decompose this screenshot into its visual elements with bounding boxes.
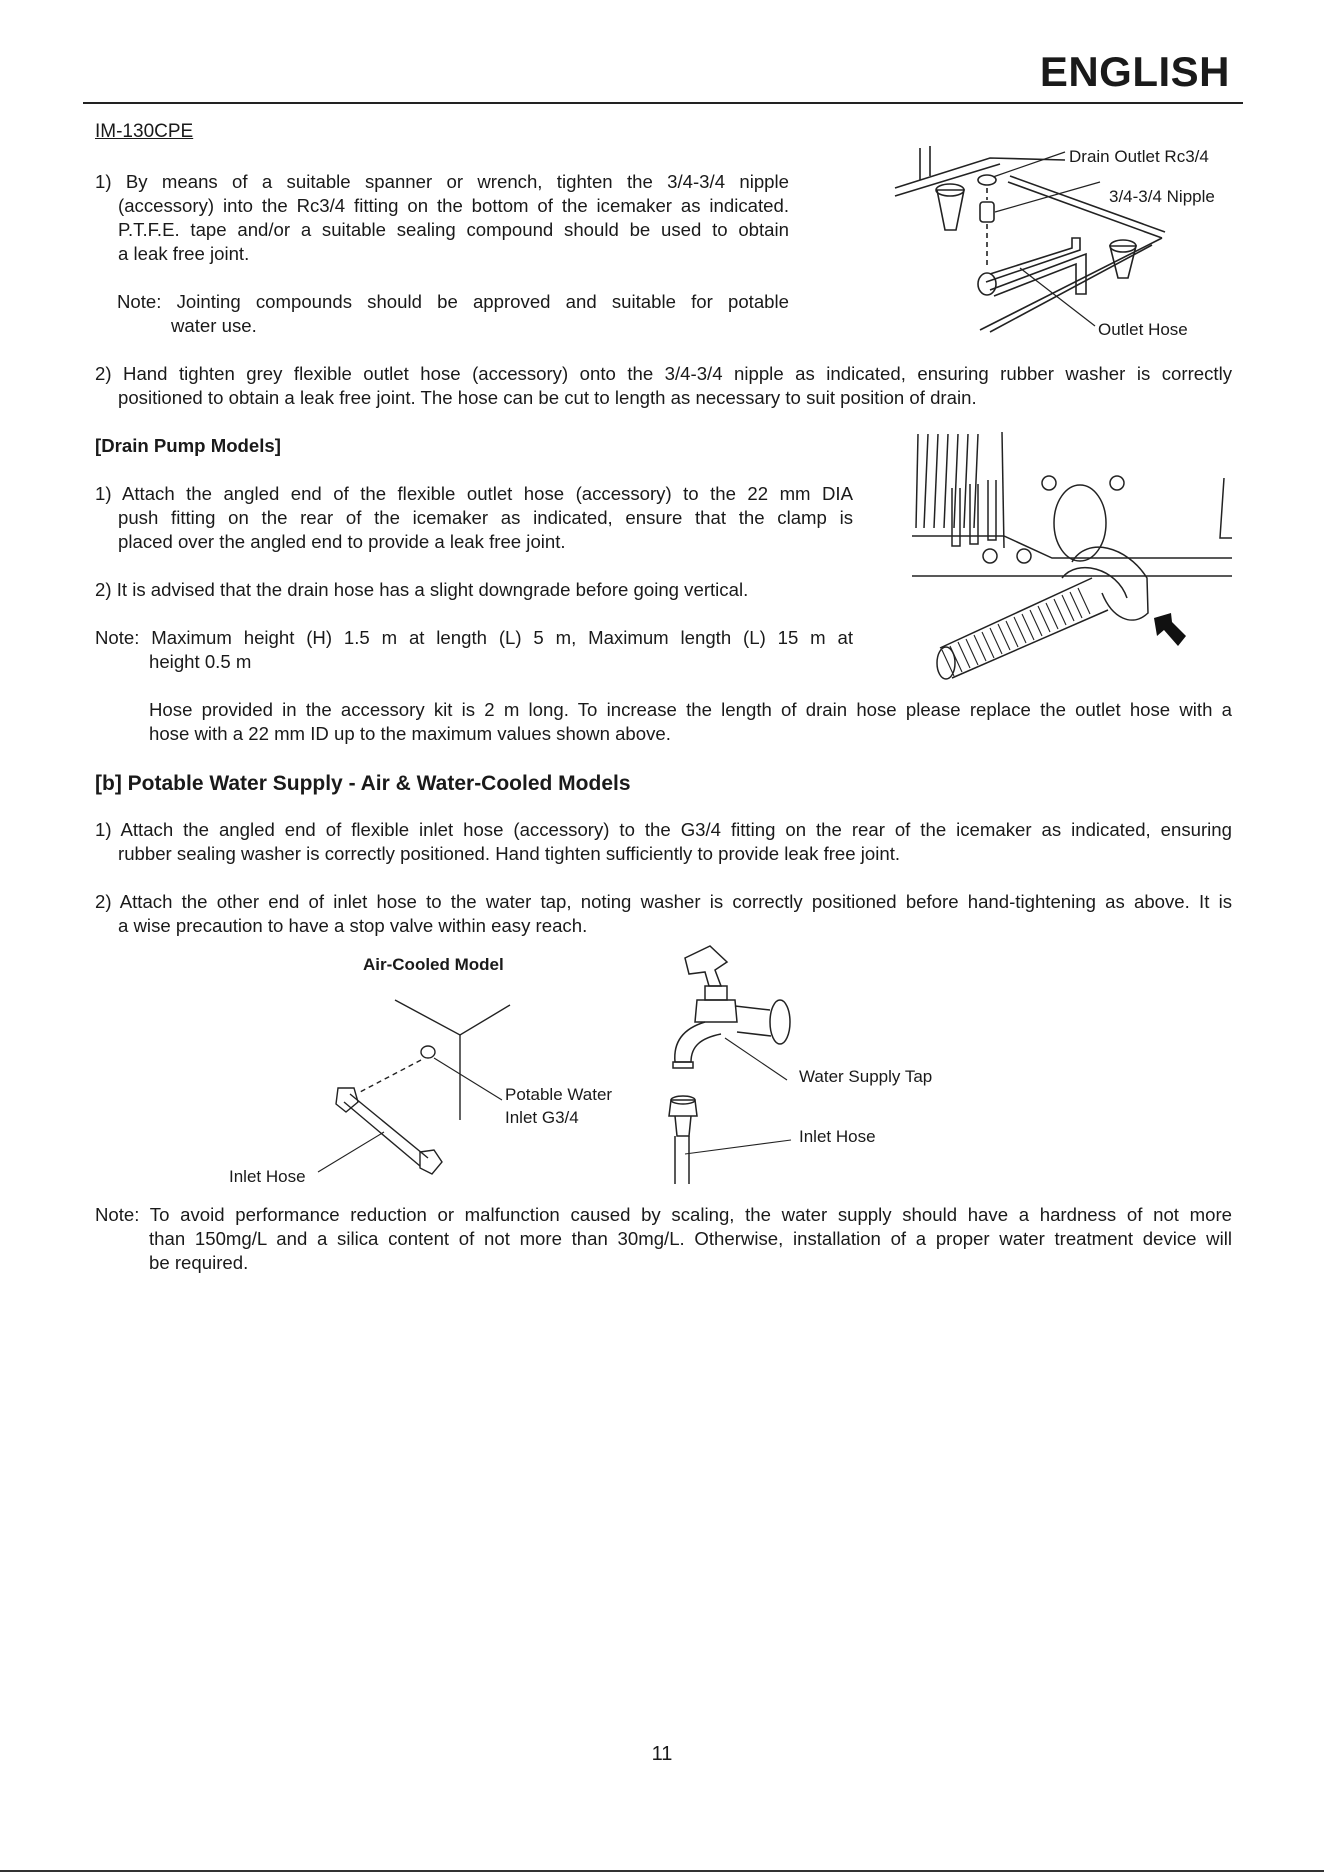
drain-step1-line-2: push fitting on the rear of the icemaker as indicated, ensure that the clamp is: [118, 507, 853, 528]
language-heading: ENGLISH: [1039, 48, 1230, 95]
potable-step1-line-1: 1) Attach the angled end of flexible inlet hose (accessory) to the G3/4 fitting on the rear of the icemaker as indicated, ensuring: [95, 819, 1232, 840]
page-number: 11: [651, 1743, 673, 1765]
step1-line-1: 1) By means of a suitable spanner or wrench, tighten the 3/4-3/4 nipple: [95, 171, 789, 192]
potable-heading: [b] Potable Water Supply - Air & Water-Cooled Models: [95, 772, 631, 795]
potable-step1-line-2: rubber sealing washer is correctly positioned. Hand tighten sufficiently to provide leak free joint.: [118, 843, 901, 864]
step1-line-2: (accessory) into the Rc3/4 fitting on the bottom of the icemaker as indicated.: [118, 195, 789, 216]
header-rule: [83, 102, 1243, 104]
water-tap-diagram: [665, 940, 805, 1185]
step1-line-3: P.T.F.E. tape and/or a suitable sealing compound should be used to obtain: [118, 219, 789, 240]
potable-step2-line-1: 2) Attach the other end of inlet hose to the water tap, noting washer is correctly positioned before hand-tightening as above. It is: [95, 891, 1232, 912]
drain-step1-line-3: placed over the angled end to provide a leak free joint.: [118, 531, 566, 552]
label-drain-outlet: Drain Outlet Rc3/4: [1069, 147, 1209, 166]
model-heading: IM-130CPE: [95, 121, 194, 142]
label-nipple: 3/4-3/4 Nipple: [1109, 187, 1215, 206]
scaling-note-line-3: be required.: [149, 1252, 249, 1273]
scaling-note-line-1: Note: To avoid performance reduction or malfunction caused by scaling, the water supply should have a hardness of not more: [95, 1204, 1232, 1225]
drain-outlet-diagram: [890, 140, 1210, 340]
step2-line-1: 2) Hand tighten grey flexible outlet hose (accessory) onto the 3/4-3/4 nipple as indicated, ensuring rubber washer is correctly: [95, 363, 1232, 384]
note1-line-1: Note: Jointing compounds should be approved and suitable for potable: [117, 291, 789, 312]
hose-note-line-1: Hose provided in the accessory kit is 2 m long. To increase the length of drain hose please replace the outlet hose with a: [149, 699, 1232, 720]
drain-pump-diagram: [912, 428, 1232, 678]
air-cooled-inlet-diagram: [220, 990, 540, 1185]
label-inlet-hose-right: Inlet Hose: [799, 1127, 876, 1146]
drain-pump-heading: [Drain Pump Models]: [95, 435, 281, 456]
scaling-note-line-2: than 150mg/L and a silica content of not more than 30mg/L. Otherwise, installation of a proper water treatment device will: [149, 1228, 1232, 1249]
label-water-supply-tap: Water Supply Tap: [799, 1067, 933, 1086]
label-potable-inlet-1: Potable Water: [505, 1085, 613, 1104]
label-outlet-hose: Outlet Hose: [1098, 320, 1188, 339]
note1-line-2: water use.: [171, 315, 257, 336]
step2-line-2: positioned to obtain a leak free joint. The hose can be cut to length as necessary to suit position of drain.: [118, 387, 977, 408]
hose-note-line-2: hose with a 22 mm ID up to the maximum values shown above.: [149, 723, 671, 744]
label-potable-inlet-2: Inlet G3/4: [505, 1108, 579, 1127]
drain-step1-line-1: 1) Attach the angled end of the flexible outlet hose (accessory) to the 22 mm DIA: [95, 483, 853, 504]
potable-step2-line-2: a wise precaution to have a stop valve within easy reach.: [118, 915, 588, 936]
drain-step2: 2) It is advised that the drain hose has a slight downgrade before going vertical.: [95, 579, 749, 600]
drain-note-line-1: Note: Maximum height (H) 1.5 m at length (L) 5 m, Maximum length (L) 15 m at: [95, 627, 853, 648]
air-cooled-figure-title: Air-Cooled Model: [363, 955, 504, 974]
step1-line-4: a leak free joint.: [118, 243, 250, 264]
label-inlet-hose-left: Inlet Hose: [229, 1167, 306, 1186]
drain-note-line-2: height 0.5 m: [149, 651, 252, 672]
